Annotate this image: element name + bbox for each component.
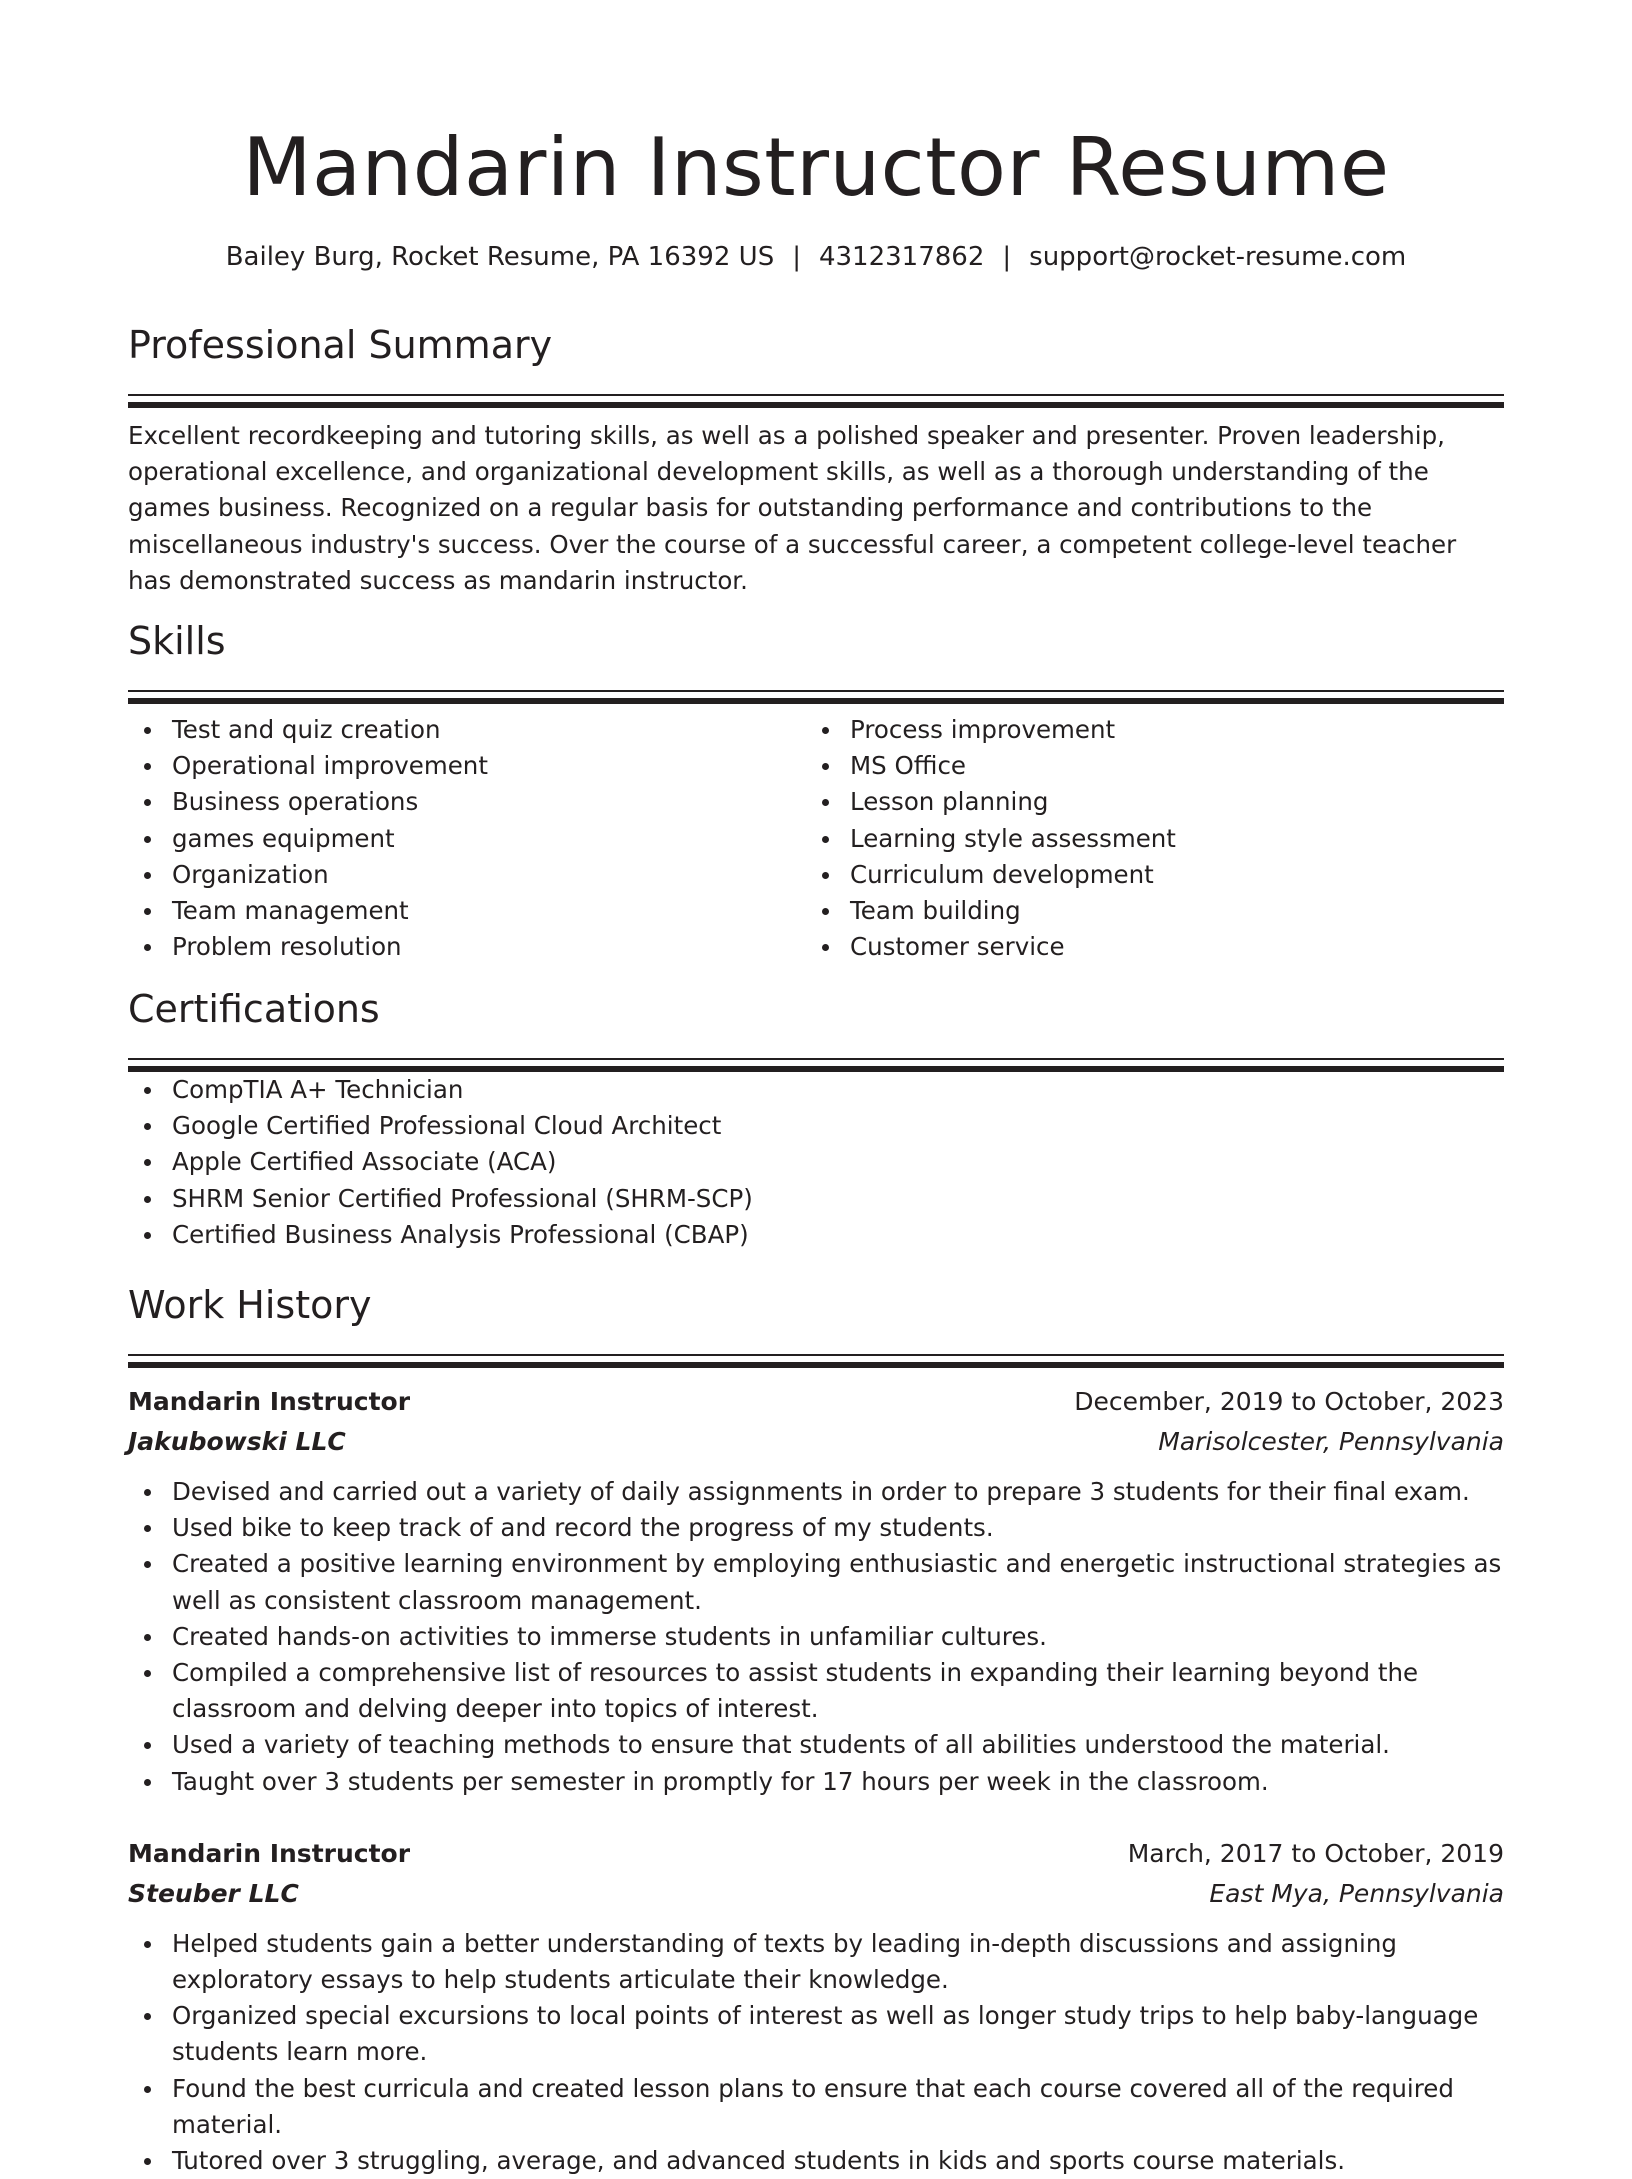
job-header-row [128,1834,1504,1874]
job-company: Jakubowski LLC [128,1427,346,1456]
job-entry [128,1834,1504,2179]
job-bullet: Organized special excursions to local points of interest as well as longer study trips to help baby-language students learn more. [172,1998,1504,2070]
job-bullet: Used bike to keep track of and record the progress of my students. [172,1510,1504,1546]
skill-item: Team building [850,893,1484,929]
job-header-row [128,1382,1504,1422]
job-bullet: Helped students gain a better understanding of texts by leading in-depth discussions and assigning exploratory essays to help students articulate their knowledge. [172,1926,1504,1998]
section-heading-skills: Skills [128,619,226,663]
skills-column-left [128,712,806,965]
summary-text: Excellent recordkeeping and tutoring skills, as well as a polished speaker and presenter. Proven leadership, operational excellence, and organizational development skills, as well as a thorough understanding of the games business. Recognized on a regular basis for outstanding performance and contributions to the miscellaneous industry's success. Over the course of a successful career, a competent college-level teacher has demonstrated success as mandarin instructor. [128,421,1457,595]
job-bullet: Created a positive learning environment by employing enthusiastic and energetic instructional strategies as well as consistent classroom management. [172,1546,1504,1618]
job-company: Steuber LLC [128,1878,299,1908]
section-heading-certifications: Certifications [128,987,380,1031]
skill-item: Team management [172,893,806,929]
section-divider [128,394,1504,408]
job-subheader-row [128,1874,1504,1914]
skill-item: Operational improvement [172,748,806,784]
skill-item: MS Office [850,748,1484,784]
contact-separator: | [1002,242,1012,272]
section-divider [128,1354,1504,1368]
job-bullet-list [128,1474,1504,1800]
skill-item: Problem resolution [172,929,806,965]
job-title: Mandarin Instructor [128,1838,411,1868]
job-bullet: Found the best curricula and created lesson plans to ensure that each course covered all of the required material. [172,2071,1504,2143]
job-entry [128,1382,1504,1800]
job-location: Marisolcester, Pennsylvania [1158,1427,1504,1456]
contact-email[interactable]: support@rocket-resume.com [1029,242,1407,272]
skills-grid [128,712,1504,965]
section-divider [128,690,1504,704]
job-dates: December, 2019 to October, 2023 [1074,1387,1504,1416]
certification-item: Google Certified Professional Cloud Architect [172,1108,1504,1144]
skill-item: Lesson planning [850,784,1484,820]
skill-item: Curriculum development [850,857,1484,893]
skill-item: Customer service [850,929,1484,965]
job-bullet: Used a variety of teaching methods to ensure that students of all abilities understood the material. [172,1727,1504,1763]
job-bullet: Tutored over 3 struggling, average, and advanced students in kids and sports course materials. [172,2143,1504,2179]
contact-line [128,238,1504,276]
job-subheader-row [128,1422,1504,1462]
section-divider [128,1058,1504,1072]
job-bullet: Created hands-on activities to immerse students in unfamiliar cultures. [172,1619,1504,1655]
section-heading-work-history: Work History [128,1283,372,1327]
certification-item: SHRM Senior Certified Professional (SHRM-SCP) [172,1181,1504,1217]
page-title: Mandarin Instructor Resume [242,121,1390,214]
job-dates: March, 2017 to October, 2019 [1127,1838,1504,1868]
skills-column-right [806,712,1484,965]
skill-item: games equipment [172,821,806,857]
skill-item: Test and quiz creation [172,712,806,748]
work-history-section [128,1280,1504,2179]
certification-item: CompTIA A+ Technician [172,1072,1504,1108]
certification-list [128,1072,1504,1253]
skill-item: Process improvement [850,712,1484,748]
summary-section [128,320,1504,599]
skill-item: Learning style assessment [850,821,1484,857]
certification-item: Certified Business Analysis Professional (CBAP) [172,1217,1504,1253]
contact-address: Bailey Burg, Rocket Resume, PA 16392 US [225,242,775,272]
job-bullet: Devised and carried out a variety of daily assignments in order to prepare 3 students for their final exam. [172,1474,1504,1510]
job-title: Mandarin Instructor [128,1387,411,1416]
skill-item: Organization [172,857,806,893]
job-location: East Mya, Pennsylvania [1209,1878,1504,1908]
job-bullet: Compiled a comprehensive list of resources to assist students in expanding their learning beyond the classroom and delving deeper into topics of interest. [172,1655,1504,1727]
job-bullet: Taught over 3 students per semester in promptly for 17 hours per week in the classroom. [172,1764,1504,1800]
certifications-section [128,984,1504,1253]
job-bullet-list [128,1926,1504,2179]
skill-item: Business operations [172,784,806,820]
certification-item: Apple Certified Associate (ACA) [172,1144,1504,1180]
contact-phone: 4312317862 [818,242,985,272]
skills-section [128,616,1504,965]
section-heading-summary: Professional Summary [128,323,553,367]
contact-separator: | [792,242,801,272]
